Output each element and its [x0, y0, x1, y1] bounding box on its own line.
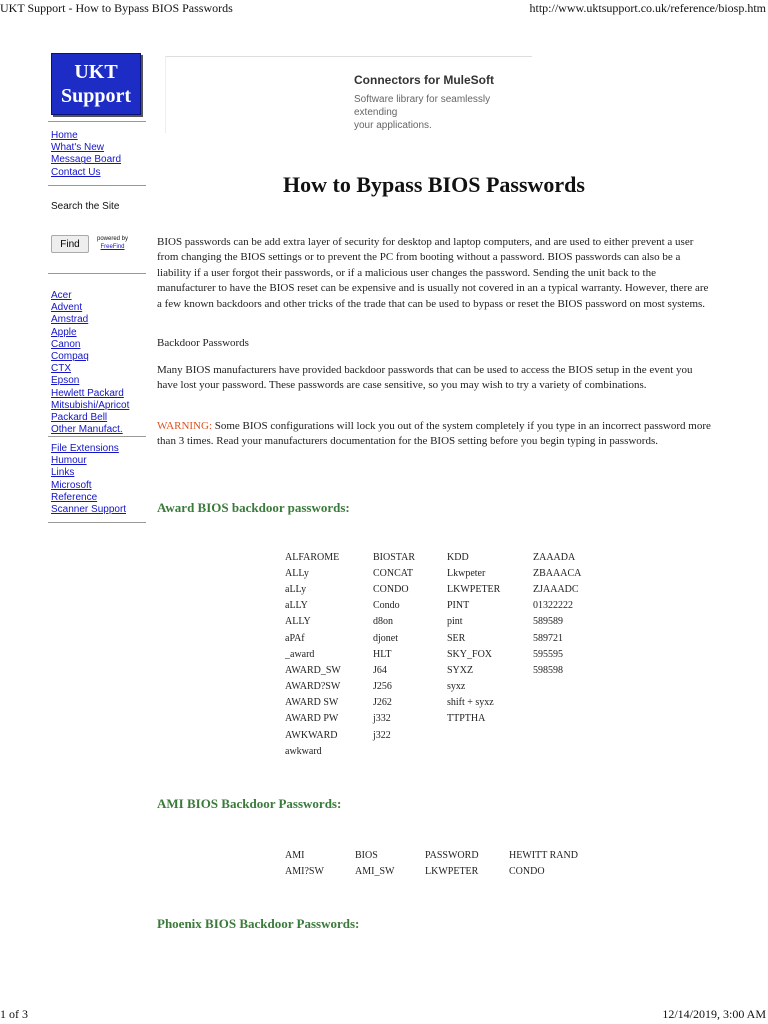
table-row — [285, 614, 593, 630]
ad-banner[interactable] — [165, 56, 532, 133]
password-cell: SER — [447, 632, 466, 644]
table-row — [285, 743, 593, 759]
manufacturer-nav — [51, 290, 129, 436]
password-cell: awkward — [285, 745, 322, 757]
password-cell: LKWPETER — [447, 583, 501, 595]
password-cell: J64 — [373, 664, 387, 676]
password-cell: syxz — [447, 681, 466, 693]
password-cell: ZJAAADC — [533, 583, 579, 595]
password-cell: AWARD SW — [285, 697, 339, 709]
nav-link-epson[interactable]: Epson — [51, 375, 80, 387]
find-button[interactable]: Find — [51, 235, 89, 253]
password-cell — [533, 727, 593, 743]
password-cell: ALLy — [285, 567, 309, 579]
nav-link-ctx[interactable]: CTX — [51, 363, 71, 375]
table-row — [285, 695, 593, 711]
table-row — [285, 549, 593, 565]
table-row — [285, 630, 593, 646]
sidebar-divider — [48, 436, 146, 437]
nav-link-compaq[interactable]: Compaq — [51, 351, 89, 363]
nav-link-file-extensions[interactable]: File Extensions — [51, 443, 119, 454]
backdoor-heading: Backdoor Passwords — [157, 337, 249, 349]
password-cell: AMI_SW — [355, 865, 395, 877]
main-nav — [51, 130, 121, 179]
site-logo[interactable] — [51, 53, 141, 115]
password-cell — [373, 743, 447, 759]
password-cell: pint — [447, 616, 463, 628]
print-timestamp: 12/14/2019, 3:00 AM — [662, 1007, 766, 1021]
password-cell — [533, 743, 593, 759]
password-cell — [533, 679, 593, 695]
password-cell — [447, 727, 533, 743]
sidebar-divider — [48, 185, 146, 186]
password-cell: SKY_FOX — [447, 648, 493, 660]
password-cell — [447, 743, 533, 759]
search-label: Search the Site — [51, 201, 120, 212]
password-cell: 589589 — [533, 616, 563, 628]
table-row — [285, 581, 593, 597]
nav-link-contact-us[interactable]: Contact Us — [51, 166, 101, 178]
backdoor-paragraph: Many BIOS manufacturers have provided backdoor passwords that can be used to access the BIOS setup in the event you have lost your password. These passwords are case sensitive, so you may wish to try a variety of combinations. — [157, 364, 693, 392]
ad-subtitle-line-1: Software library for seamlessly extending — [354, 94, 491, 118]
password-cell: djonet — [373, 632, 398, 644]
sidebar-divider — [48, 273, 146, 274]
password-cell: aPAf — [285, 632, 305, 644]
nav-link-message-board[interactable]: Message Board — [51, 154, 122, 166]
password-cell: aLLy — [285, 583, 307, 595]
password-cell: 598598 — [533, 664, 563, 676]
search-input[interactable] — [51, 216, 125, 228]
password-cell — [533, 711, 593, 727]
freefind-link[interactable]: FreeFind — [100, 244, 125, 250]
table-row — [285, 679, 593, 695]
password-cell: AWARD?SW — [285, 681, 341, 693]
print-page-title: UKT Support - How to Bypass BIOS Passwords — [0, 1, 233, 15]
password-cell: PINT — [447, 600, 470, 612]
nav-link-scanner-support[interactable]: Scanner Support — [51, 504, 127, 516]
table-row — [285, 727, 593, 743]
password-cell: PASSWORD — [425, 849, 479, 861]
nav-link-amstrad[interactable]: Amstrad — [51, 314, 89, 326]
page-title: How to Bypass BIOS Passwords — [283, 172, 585, 197]
password-cell: AWARD_SW — [285, 664, 341, 676]
password-cell: CONDO — [373, 583, 409, 595]
password-cell: KDD — [447, 551, 469, 563]
password-cell: AWKWARD — [285, 729, 338, 741]
logo-line-1: UKT — [74, 61, 118, 83]
password-cell: ZAAADA — [533, 551, 576, 563]
ad-title: Connectors for MuleSoft — [354, 73, 494, 87]
warning-label: WARNING: — [157, 420, 212, 432]
award-heading: Award BIOS backdoor passwords: — [157, 500, 350, 515]
password-cell: ALLY — [285, 616, 311, 628]
intro-paragraph: BIOS passwords can be add extra layer of security for desktop and laptop computers, and are used to either prevent a user from changing the BIOS settings or to prevent the PC from booting without a password. BIOS passwords can also be a liability if a user forgot their passwords, or if a malicious user changes the password. Sending the unit back to the manufacturer to have the BIOS reset can be expensive and is usually not covered in an a typical warranty. However, there are a few known backdoors and other tricks of the trade that can be used to bypass or reset the BIOS password on most systems. — [157, 236, 709, 310]
nav-link-hewlett-packard[interactable]: Hewlett Packard — [51, 387, 124, 399]
resources-nav — [51, 443, 126, 516]
password-cell: TTPTHA — [447, 713, 486, 725]
table-row — [285, 863, 589, 879]
ad-subtitle-line-2: your applications. — [354, 120, 432, 131]
password-cell — [533, 695, 593, 711]
password-cell: shift + syxz — [447, 697, 494, 709]
nav-link-packard-bell[interactable]: Packard Bell — [51, 412, 108, 424]
sidebar-divider — [48, 522, 146, 523]
warning-paragraph — [157, 419, 711, 450]
password-cell: AMI?SW — [285, 865, 324, 877]
password-cell: CONDO — [509, 865, 545, 877]
warning-text: Some BIOS configurations will lock you out of the system completely if you type in an incorrect password more than 3 times. Read your manufacturers documentation for the BIOS setting before you begin typing in passwords. — [157, 420, 711, 448]
nav-link-apple[interactable]: Apple — [51, 326, 77, 338]
table-row — [285, 646, 593, 662]
print-page-url: http://www.uktsupport.co.uk/reference/biosp.htm — [529, 1, 766, 15]
powered-by-label: powered by — [97, 236, 129, 242]
password-cell: ZBAAACA — [533, 567, 582, 579]
password-cell: AMI — [285, 849, 305, 861]
sidebar-divider — [48, 121, 146, 122]
phoenix-heading: Phoenix BIOS Backdoor Passwords: — [157, 916, 360, 931]
nav-link-microsoft[interactable]: Microsoft — [51, 479, 92, 491]
nav-link-other-manufact[interactable]: Other Manufact. — [51, 424, 123, 436]
password-cell: d8on — [373, 616, 393, 628]
nav-link-advent[interactable]: Advent — [51, 302, 83, 314]
table-row — [285, 565, 593, 581]
award-password-table — [285, 549, 593, 759]
password-cell: BIOS — [355, 849, 378, 861]
logo-line-2: Support — [60, 85, 132, 107]
password-cell: LKWPETER — [425, 865, 479, 877]
password-cell: HLT — [373, 648, 392, 660]
password-cell: ALFAROME — [285, 551, 340, 563]
nav-link-reference[interactable]: Reference — [51, 491, 98, 503]
ami-heading: AMI BIOS Backdoor Passwords: — [157, 796, 342, 811]
password-cell: Lkwpeter — [447, 567, 486, 579]
password-cell: J262 — [373, 697, 392, 709]
table-row — [285, 598, 593, 614]
nav-link-humour[interactable]: Humour — [51, 455, 87, 467]
nav-link-home[interactable]: Home — [51, 130, 78, 141]
password-cell: SYXZ — [447, 664, 474, 676]
password-cell: HEWITT RAND — [509, 849, 578, 861]
ami-password-table — [285, 847, 589, 879]
password-cell: Condo — [373, 600, 400, 612]
nav-link-links[interactable]: Links — [51, 467, 75, 479]
table-row — [285, 711, 593, 727]
print-page-number: 1 of 3 — [0, 1007, 28, 1021]
powered-by — [97, 235, 128, 251]
password-cell: BIOSTAR — [373, 551, 415, 563]
password-cell: 595595 — [533, 648, 563, 660]
nav-link-canon[interactable]: Canon — [51, 338, 81, 350]
nav-link-acer[interactable]: Acer — [51, 290, 72, 301]
password-cell: aLLY — [285, 600, 308, 612]
ad-subtitle — [354, 93, 532, 132]
password-cell: CONCAT — [373, 567, 414, 579]
password-cell: 589721 — [533, 632, 563, 644]
password-cell: j332 — [373, 713, 391, 725]
table-row — [285, 847, 589, 863]
password-cell: AWARD PW — [285, 713, 339, 725]
password-cell: J256 — [373, 681, 392, 693]
nav-link-what-s-new[interactable]: What's New — [51, 142, 105, 154]
nav-link-mitsubishi-apricot[interactable]: Mitsubishi/Apricot — [51, 399, 130, 411]
password-cell: j322 — [373, 729, 391, 741]
table-row — [285, 662, 593, 678]
password-cell: 01322222 — [533, 600, 573, 612]
password-cell: _award — [285, 648, 315, 660]
